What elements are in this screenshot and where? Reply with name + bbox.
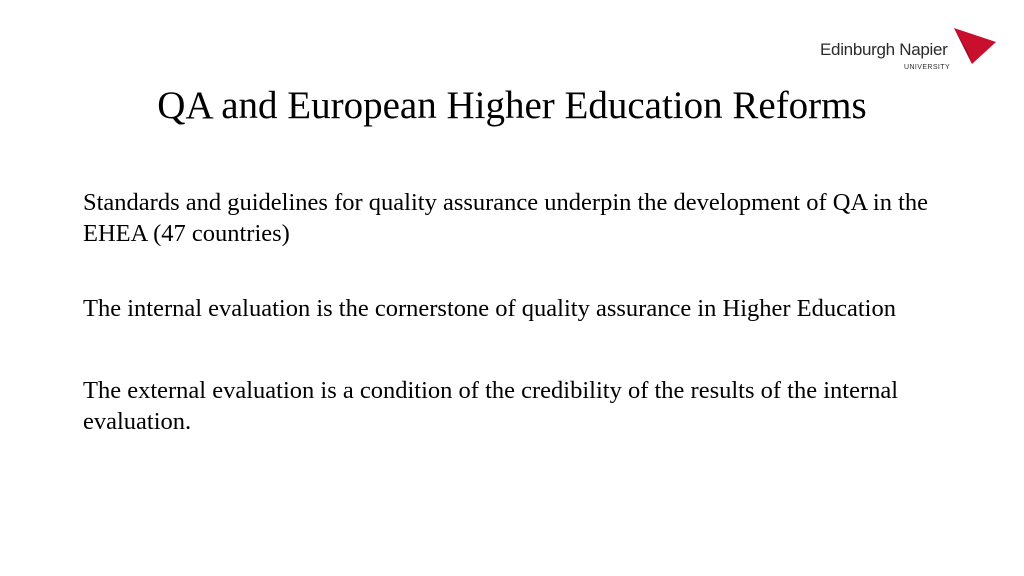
logo-mark-icon	[944, 26, 996, 66]
slide-title: QA and European Higher Education Reforms	[157, 84, 867, 127]
paragraph-standards: Standards and guidelines for quality assurance underpin the development of QA in the EHEA (47 countries)	[83, 189, 929, 247]
paragraph-external-evaluation: The external evaluation is a condition of the credibility of the results of the internal evaluation.	[83, 377, 899, 435]
logo-subtitle: UNIVERSITY	[904, 64, 951, 71]
paragraph-internal-evaluation: The internal evaluation is the cornerstone of quality assurance in Higher Education	[83, 295, 896, 322]
university-logo	[816, 26, 996, 76]
logo-name: Edinburgh Napier	[820, 40, 948, 59]
